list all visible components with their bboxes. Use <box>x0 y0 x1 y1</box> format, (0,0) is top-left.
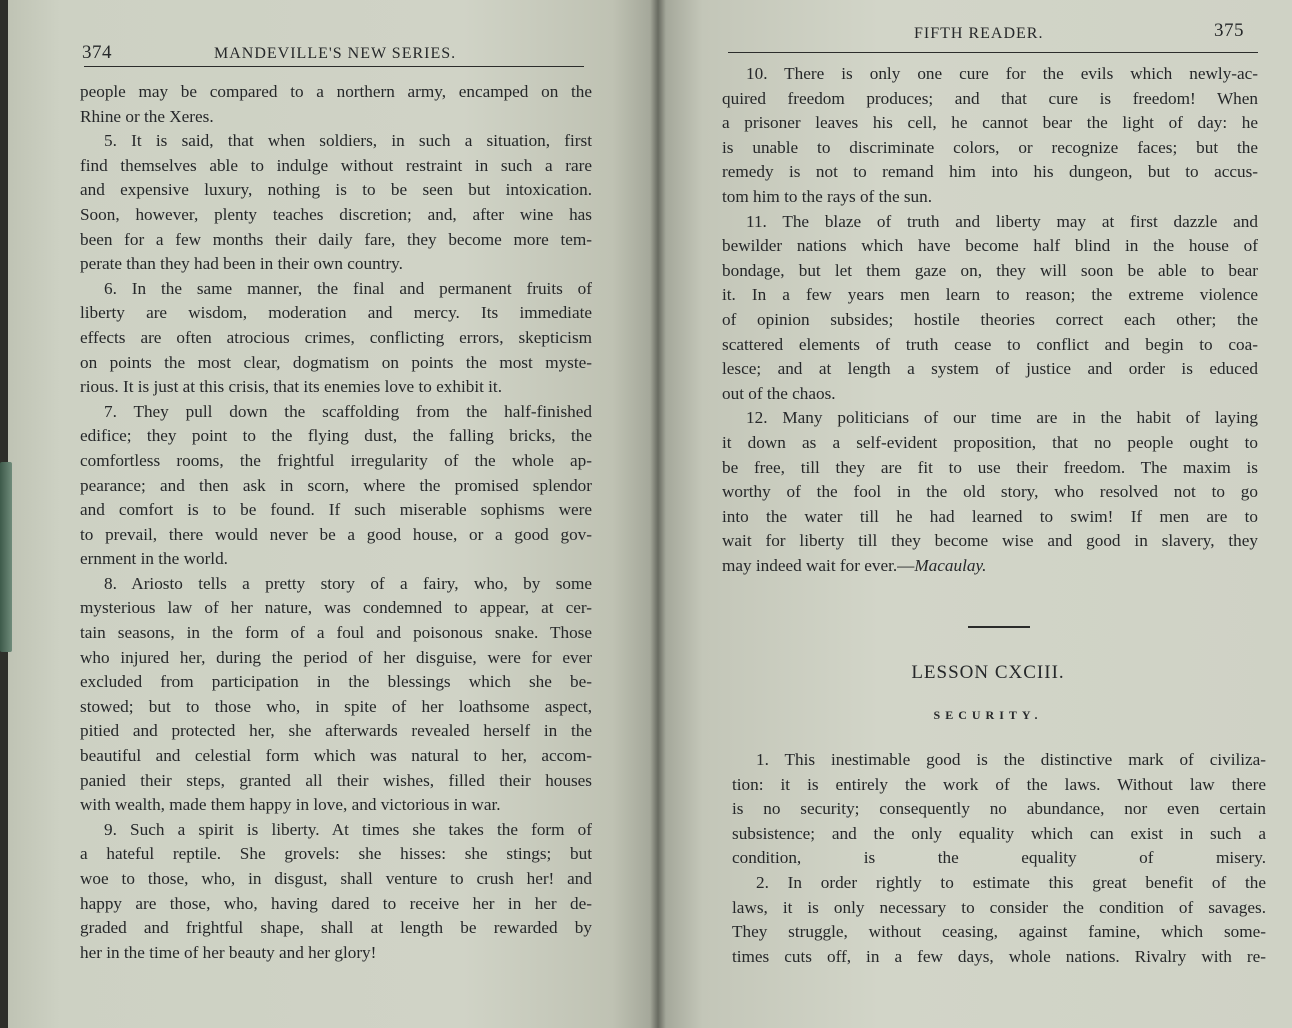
text-line: remedy is not to remand him into his dungeon, but to accus- <box>722 162 1258 182</box>
lesson-subtitle: SECURITY. <box>933 708 1043 722</box>
text-line: and comfort is to be found. If such miserable sophisms were <box>80 500 592 520</box>
text-line: scattered elements of truth cease to conflict and begin to coa- <box>722 334 1258 354</box>
text-line: tion: it is entirely the work of the laws. Without law there <box>732 774 1266 794</box>
text-line: 5. It is said, that when soldiers, in such a situation, first <box>104 131 592 151</box>
text-line: into the water till he had learned to swim! If men are to <box>722 506 1258 526</box>
text-line: pearance; and then ask in scorn, where the promised splendor <box>80 475 592 495</box>
text-line: be free, till they are fit to use their freedom. The maxim is <box>722 457 1258 477</box>
text-line: Rhine or the Xeres. <box>80 106 214 126</box>
text-line: woe to those, who, in disgust, shall venture to crush her! and <box>80 869 592 888</box>
text-line: pitied and protected her, she afterwards revealed herself in the <box>80 721 592 741</box>
left-page-number: 374 <box>82 42 112 63</box>
text-line: stowed; but to those who, in spite of her loathsome aspect, <box>80 696 592 716</box>
right-page-number: 375 <box>1214 20 1244 41</box>
text-line: 8. Ariosto tells a pretty story of a fairy, who, by some <box>104 573 592 593</box>
text-line: 10. There is only one cure for the evils which newly-ac- <box>746 64 1258 83</box>
text-line: 1. This inestimable good is the distinctive mark of civiliza- <box>756 750 1266 769</box>
text-line: a prisoner leaves his cell, he cannot bear the light of day: he <box>722 113 1258 133</box>
text-line: people may be compared to a northern army, encamped on the <box>80 82 592 101</box>
section-divider <box>968 626 1030 628</box>
right-page <box>658 0 1292 1028</box>
text-line: wait for liberty till they become wise and good in slavery, they <box>722 531 1258 551</box>
text-line: been for a few months their daily fare, they become more tem- <box>80 229 592 249</box>
text-line: is unable to discriminate colors, or recognize faces; but the <box>722 137 1258 157</box>
text-line: who injured her, during the period of her disguise, were for ever <box>80 647 592 667</box>
text-line: excluded from participation in the blessings which she be- <box>80 672 592 692</box>
text-line: to prevail, there would never be a good house, or a good gov- <box>80 524 592 544</box>
text-line: is no security; consequently no abundance, nor even certain <box>732 799 1266 819</box>
left-header-rule <box>84 66 584 67</box>
text-line: tom him to the rays of the sun. <box>722 186 933 206</box>
text-line: liberty are wisdom, moderation and mercy. Its immediate <box>80 303 592 323</box>
text-line: 9. Such a spirit is liberty. At times she takes the form of <box>104 819 592 839</box>
text-line: ernment in the world. <box>80 549 228 569</box>
text-line: 12. Many politicians of our time are in the habit of laying <box>746 408 1258 428</box>
text-line: edifice; they point to the flying dust, the falling bricks, the <box>80 426 592 446</box>
text-line: panied their steps, granted all their wishes, filled their houses <box>80 770 592 790</box>
right-body-text-bottom <box>732 748 1266 969</box>
text-line: bondage, but let them gaze on, they will soon be able to bear <box>722 260 1258 280</box>
text-line: rious. It is just at this crisis, that its enemies love to exhibit it. <box>80 377 503 397</box>
text-line: mysterious law of her nature, was condemned to appear, at cer- <box>80 598 592 618</box>
text-line: out of the chaos. <box>722 383 836 403</box>
text-line: 2. In order rightly to estimate this great benefit of the <box>756 872 1266 892</box>
text-line: bewilder nations which have become half blind in the house of <box>722 236 1258 256</box>
text-line: comfortless rooms, the frightful irregularity of the whole ap- <box>80 450 592 470</box>
text-line: on points the most clear, dogmatism on points the most myste- <box>80 352 592 372</box>
page-edge-tab <box>0 462 12 652</box>
text-line: of opinion subsides; hostile theories correct each other; the <box>722 309 1258 329</box>
text-line: find themselves able to indulge without restraint in such a rare <box>80 155 592 175</box>
text-line: condition, is the equality of misery. <box>732 848 1266 868</box>
text-line: worthy of the fool in the old story, who resolved not to go <box>722 482 1258 502</box>
text-line: a hateful reptile. She grovels: she hisses: she stings; but <box>80 844 592 864</box>
text-line: happy are those, who, having dared to receive her in her de- <box>80 893 592 913</box>
text-line: effects are often atrocious crimes, conflicting errors, skepticism <box>80 327 592 347</box>
text-line: and expensive luxury, nothing is to be seen but intoxication. <box>80 180 592 200</box>
lesson-title: LESSON CXCIII. <box>911 662 1065 683</box>
text-line: beautiful and celestial form which was natural to her, accom- <box>80 746 592 766</box>
text-line: tain seasons, in the form of a foul and poisonous snake. Those <box>80 623 592 643</box>
author-name: Macaulay. <box>914 555 987 575</box>
text-line: times cuts off, in a few days, whole nations. Rivalry with re- <box>732 946 1266 966</box>
text-line: 11. The blaze of truth and liberty may at first dazzle and <box>746 211 1258 231</box>
text-line: quired freedom produces; and that cure is freedom! When <box>722 88 1258 108</box>
text-line: subsistence; and the only equality which can exist in such a <box>732 823 1266 843</box>
text-line: laws, it is only necessary to consider the condition of savages. <box>732 897 1266 917</box>
right-body-text-top <box>722 62 1258 578</box>
text-line: may indeed wait for ever.—Macaulay. <box>722 555 987 575</box>
text-line: perate than they had been in their own country. <box>80 254 403 274</box>
text-line: They struggle, without ceasing, against famine, which some- <box>732 922 1266 942</box>
text-line: 6. In the same manner, the final and permanent fruits of <box>104 278 592 298</box>
left-running-head: MANDEVILLE'S NEW SERIES. <box>214 45 457 62</box>
text-line: 7. They pull down the scaffolding from the half-finished <box>104 401 592 421</box>
text-line: Soon, however, plenty teaches discretion; and, after wine has <box>80 204 592 224</box>
right-running-head: FIFTH READER. <box>914 25 1044 42</box>
right-header-rule <box>728 52 1258 53</box>
text-line: it. In a few years men learn to reason; the extreme violence <box>722 285 1258 305</box>
left-body-text <box>80 80 592 965</box>
text-line: it down as a self-evident proposition, that no people ought to <box>722 432 1258 452</box>
text-line: lesce; and at length a system of justice and order is educed <box>722 359 1258 379</box>
left-page <box>8 0 658 1028</box>
book-gutter <box>650 0 666 1028</box>
text-line: with wealth, made them happy in love, and victorious in war. <box>80 795 501 815</box>
text-line: graded and frightful shape, shall at length be rewarded by <box>80 918 592 938</box>
text-line: her in the time of her beauty and her glory! <box>80 942 377 962</box>
